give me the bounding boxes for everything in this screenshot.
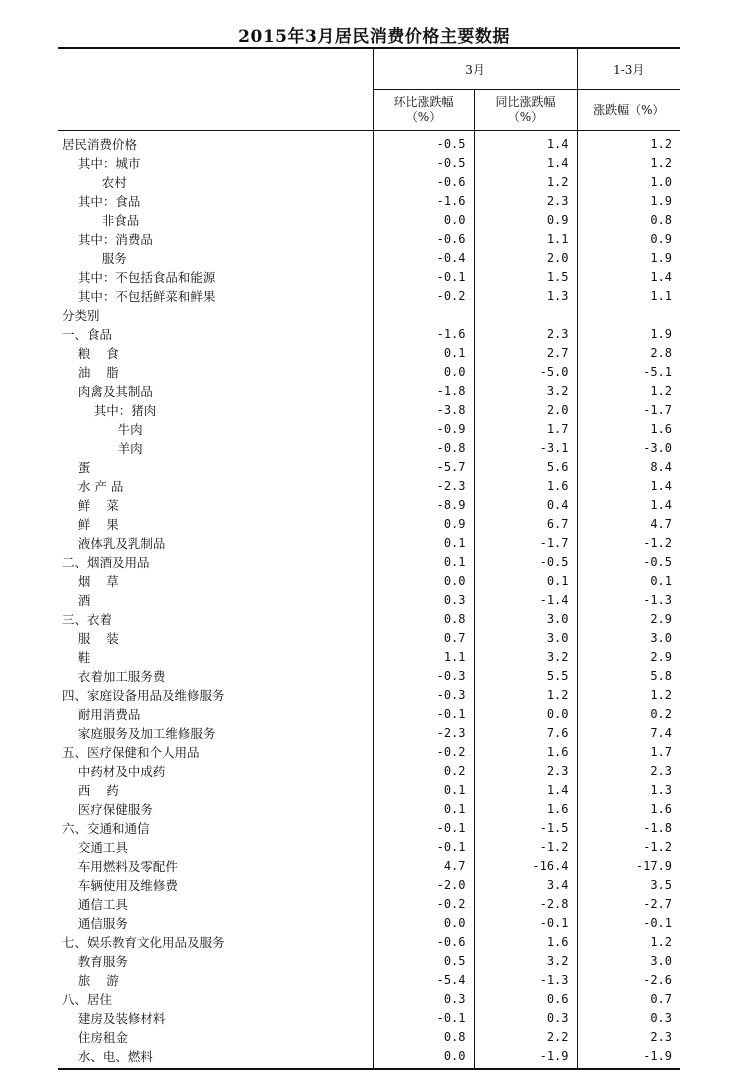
cell-yoy: 1.4	[474, 154, 577, 173]
cell-yoy: 0.4	[474, 496, 577, 515]
cell-yoy: 2.3	[474, 325, 577, 344]
cell-mom: -0.2	[373, 287, 474, 306]
row-label: 油 脂	[58, 363, 373, 382]
cell-ytd: 0.2	[650, 707, 673, 721]
row-label: 一、食品	[58, 325, 373, 344]
cell-mom: -2.3	[373, 477, 474, 496]
row-label: 通信服务	[58, 914, 373, 933]
column-header-yoy	[474, 90, 577, 131]
cell-yoy: 6.7	[474, 515, 577, 534]
table-row	[58, 667, 680, 686]
cell-ytd: 1.1	[650, 289, 673, 303]
cell-ytd: 7.4	[650, 726, 673, 740]
cell-yoy: 7.6	[474, 724, 577, 743]
cell-mom: -0.9	[373, 420, 474, 439]
cell-mom: 0.0	[373, 572, 474, 591]
cell-mom: -1.6	[373, 325, 474, 344]
row-label: 其中：不包括食品和能源	[58, 268, 373, 287]
header-row-groups	[58, 48, 680, 90]
cell-mom: -1.6	[373, 192, 474, 211]
row-label: 通信工具	[58, 895, 373, 914]
table-row	[58, 971, 680, 990]
cell-mom: 0.2	[373, 762, 474, 781]
cell-yoy: -0.5	[474, 553, 577, 572]
cell-yoy: 2.0	[474, 401, 577, 420]
table-row	[58, 401, 680, 420]
cpi-table	[58, 47, 680, 1070]
cell-mom: -5.7	[373, 458, 474, 477]
cell-ytd: 2.9	[650, 612, 673, 626]
table-row	[58, 819, 680, 838]
cell-yoy: 2.2	[474, 1028, 577, 1047]
cell-ytd: -1.8	[643, 821, 673, 835]
label-column-header	[58, 48, 373, 131]
row-label: 八、居住	[58, 990, 373, 1009]
row-label: 水 产 品	[58, 477, 373, 496]
cell-mom: -0.1	[373, 268, 474, 287]
cell-ytd: 0.9	[650, 232, 673, 246]
cell-ytd: 1.2	[650, 137, 673, 151]
cell-mom: 0.0	[373, 211, 474, 230]
column-header-mom-unit: （%）	[405, 110, 442, 124]
cell-yoy: 3.2	[474, 382, 577, 401]
row-label: 医疗保健服务	[58, 800, 373, 819]
table-row	[58, 895, 680, 914]
cell-mom: -3.8	[373, 401, 474, 420]
cell-ytd: 1.4	[650, 479, 673, 493]
cell-yoy: 1.5	[474, 268, 577, 287]
table-row	[58, 211, 680, 230]
cell-ytd: 1.3	[650, 783, 673, 797]
row-label: 衣着加工服务费	[58, 667, 373, 686]
table-row	[58, 154, 680, 173]
cell-yoy: 0.1	[474, 572, 577, 591]
table-row	[58, 914, 680, 933]
table-row	[58, 173, 680, 192]
table-row	[58, 477, 680, 496]
row-label: 牛肉	[58, 420, 373, 439]
cell-mom: 0.9	[373, 515, 474, 534]
row-label: 水、电、燃料	[58, 1047, 373, 1069]
table-row	[58, 610, 680, 629]
cell-yoy: 3.4	[474, 876, 577, 895]
cell-ytd: 0.8	[650, 213, 673, 227]
cell-ytd: 1.0	[650, 175, 673, 189]
cell-mom: -0.1	[373, 819, 474, 838]
cell-mom: -0.2	[373, 895, 474, 914]
row-label: 五、医疗保健和个人用品	[58, 743, 373, 762]
table-row	[58, 1047, 680, 1069]
table-row	[58, 306, 680, 325]
row-label: 居民消费价格	[58, 131, 373, 155]
row-label: 非食品	[58, 211, 373, 230]
cell-ytd: 2.9	[650, 650, 673, 664]
cell-ytd: 3.5	[650, 878, 673, 892]
row-label: 旅 游	[58, 971, 373, 990]
row-label: 农村	[58, 173, 373, 192]
cell-mom: 0.8	[373, 1028, 474, 1047]
cell-yoy: 1.7	[474, 420, 577, 439]
table-row	[58, 496, 680, 515]
row-label: 烟 草	[58, 572, 373, 591]
group-header-ytd: 1-3月	[577, 48, 680, 90]
cell-mom: 4.7	[373, 857, 474, 876]
table-row	[58, 382, 680, 401]
table-row	[58, 230, 680, 249]
row-label: 建房及装修材料	[58, 1009, 373, 1028]
cell-ytd: -5.1	[643, 365, 673, 379]
cell-mom: 0.3	[373, 591, 474, 610]
row-label: 七、娱乐教育文化用品及服务	[58, 933, 373, 952]
cell-yoy: 5.6	[474, 458, 577, 477]
cell-mom: 0.1	[373, 534, 474, 553]
cell-yoy: 3.2	[474, 648, 577, 667]
cell-yoy: 3.0	[474, 610, 577, 629]
table-row	[58, 743, 680, 762]
table-row	[58, 192, 680, 211]
cell-ytd: 1.9	[650, 194, 673, 208]
table-row	[58, 325, 680, 344]
row-label: 粮 食	[58, 344, 373, 363]
column-header-ytd: 涨跌幅（%）	[577, 90, 680, 131]
row-label: 其中：不包括鲜菜和鲜果	[58, 287, 373, 306]
cell-ytd: 1.2	[650, 688, 673, 702]
table-row	[58, 1028, 680, 1047]
cell-mom: -0.5	[373, 131, 474, 155]
table-row	[58, 249, 680, 268]
cell-yoy: 1.1	[474, 230, 577, 249]
cell-yoy: 1.4	[474, 781, 577, 800]
row-label: 三、衣着	[58, 610, 373, 629]
row-label: 鲜 菜	[58, 496, 373, 515]
cell-ytd: 0.1	[650, 574, 673, 588]
table-row	[58, 1009, 680, 1028]
cell-mom: -0.1	[373, 1009, 474, 1028]
table-row	[58, 591, 680, 610]
cell-mom: 0.7	[373, 629, 474, 648]
table-row	[58, 439, 680, 458]
row-label: 西 药	[58, 781, 373, 800]
cell-yoy: -1.7	[474, 534, 577, 553]
cell-mom: 0.1	[373, 781, 474, 800]
table-row	[58, 990, 680, 1009]
cell-yoy: 5.5	[474, 667, 577, 686]
row-label: 耐用消费品	[58, 705, 373, 724]
row-label: 车辆使用及维修费	[58, 876, 373, 895]
row-label: 二、烟酒及用品	[58, 553, 373, 572]
row-label: 教育服务	[58, 952, 373, 971]
row-label: 家庭服务及加工维修服务	[58, 724, 373, 743]
cell-ytd: 0.3	[650, 1011, 673, 1025]
cell-mom: -2.0	[373, 876, 474, 895]
row-label: 车用燃料及零配件	[58, 857, 373, 876]
column-header-yoy-label: 同比涨跌幅	[495, 95, 556, 109]
cell-ytd: 4.7	[650, 517, 673, 531]
cell-ytd: 2.8	[650, 346, 673, 360]
cell-mom: -2.3	[373, 724, 474, 743]
cell-yoy: 1.6	[474, 933, 577, 952]
cell-mom: 0.8	[373, 610, 474, 629]
cell-mom	[373, 306, 474, 325]
cell-mom: 0.0	[373, 1047, 474, 1069]
cell-yoy: -2.8	[474, 895, 577, 914]
group-header-march: 3月	[373, 48, 577, 90]
row-label: 肉禽及其制品	[58, 382, 373, 401]
cell-mom: 0.0	[373, 914, 474, 933]
row-label: 其中：城市	[58, 154, 373, 173]
table-row	[58, 876, 680, 895]
table-row	[58, 648, 680, 667]
cell-yoy: -1.9	[474, 1047, 577, 1069]
cell-mom: -0.1	[373, 838, 474, 857]
cell-mom: -0.6	[373, 230, 474, 249]
cell-ytd: 1.4	[650, 498, 673, 512]
table-row	[58, 131, 680, 155]
cell-mom: -5.4	[373, 971, 474, 990]
table-row	[58, 838, 680, 857]
table-row	[58, 800, 680, 819]
cell-mom: -0.3	[373, 667, 474, 686]
cell-ytd: 1.9	[650, 327, 673, 341]
cell-yoy: 3.2	[474, 952, 577, 971]
row-label: 中药材及中成药	[58, 762, 373, 781]
cell-yoy: 2.3	[474, 762, 577, 781]
cell-mom: 1.1	[373, 648, 474, 667]
cell-ytd: 0.7	[650, 992, 673, 1006]
cell-mom: -0.1	[373, 705, 474, 724]
cell-ytd	[577, 306, 680, 325]
cell-ytd: -1.2	[643, 840, 673, 854]
cell-yoy: 1.2	[474, 173, 577, 192]
row-label: 蛋	[58, 458, 373, 477]
cell-ytd: -2.6	[643, 973, 673, 987]
cell-ytd: 1.9	[650, 251, 673, 265]
row-label: 酒	[58, 591, 373, 610]
cell-ytd: 1.2	[650, 384, 673, 398]
table-row	[58, 287, 680, 306]
table-row	[58, 268, 680, 287]
table-body	[58, 131, 680, 1070]
cell-yoy: 0.3	[474, 1009, 577, 1028]
cell-yoy: 2.7	[474, 344, 577, 363]
table-row	[58, 952, 680, 971]
cell-ytd: -1.9	[643, 1049, 673, 1063]
cell-mom: -0.4	[373, 249, 474, 268]
cell-ytd: 1.4	[650, 270, 673, 284]
cell-mom: 0.1	[373, 800, 474, 819]
table-row	[58, 857, 680, 876]
cell-yoy: 1.2	[474, 686, 577, 705]
cell-ytd: 1.6	[650, 802, 673, 816]
cell-ytd: 1.7	[650, 745, 673, 759]
cell-mom: 0.3	[373, 990, 474, 1009]
cell-yoy: -3.1	[474, 439, 577, 458]
cell-yoy: -1.2	[474, 838, 577, 857]
row-label: 其中：猪肉	[58, 401, 373, 420]
cell-ytd: 3.0	[650, 631, 673, 645]
cell-mom: -0.3	[373, 686, 474, 705]
cell-ytd: 2.3	[650, 764, 673, 778]
cell-ytd: -0.5	[643, 555, 673, 569]
row-label: 服 装	[58, 629, 373, 648]
row-label: 羊肉	[58, 439, 373, 458]
cell-ytd: -3.0	[643, 441, 673, 455]
row-label: 六、交通和通信	[58, 819, 373, 838]
cell-ytd: -17.9	[635, 859, 673, 873]
cell-yoy: -5.0	[474, 363, 577, 382]
cell-yoy: 2.3	[474, 192, 577, 211]
row-label: 鞋	[58, 648, 373, 667]
cell-mom: 0.1	[373, 344, 474, 363]
table-row	[58, 344, 680, 363]
table-row	[58, 420, 680, 439]
cell-ytd: 5.8	[650, 669, 673, 683]
cell-mom: -0.6	[373, 173, 474, 192]
cell-mom: -0.2	[373, 743, 474, 762]
cell-yoy: 1.6	[474, 800, 577, 819]
cell-ytd: -1.2	[643, 536, 673, 550]
cell-ytd: 2.3	[650, 1030, 673, 1044]
table-row	[58, 629, 680, 648]
row-label: 其中：食品	[58, 192, 373, 211]
row-label: 鲜 果	[58, 515, 373, 534]
cell-mom: -1.8	[373, 382, 474, 401]
cell-ytd: -0.1	[643, 916, 673, 930]
table-row	[58, 781, 680, 800]
column-header-mom-label: 环比涨跌幅	[393, 95, 454, 109]
row-label: 住房租金	[58, 1028, 373, 1047]
cell-yoy: 0.6	[474, 990, 577, 1009]
cell-yoy: 3.0	[474, 629, 577, 648]
cell-mom: 0.1	[373, 553, 474, 572]
table-row	[58, 553, 680, 572]
table-row	[58, 458, 680, 477]
page-title: 2015年3月居民消费价格主要数据	[238, 27, 510, 47]
table-row	[58, 572, 680, 591]
cell-ytd: 3.0	[650, 954, 673, 968]
cell-ytd: -1.3	[643, 593, 673, 607]
row-label: 交通工具	[58, 838, 373, 857]
table-row	[58, 534, 680, 553]
row-label: 四、家庭设备用品及维修服务	[58, 686, 373, 705]
table-row	[58, 515, 680, 534]
cell-yoy: -1.5	[474, 819, 577, 838]
cell-yoy: 1.3	[474, 287, 577, 306]
cell-ytd: 8.4	[650, 460, 673, 474]
cell-yoy: 1.6	[474, 477, 577, 496]
row-label: 液体乳及乳制品	[58, 534, 373, 553]
cell-mom: -0.8	[373, 439, 474, 458]
cell-yoy: 2.0	[474, 249, 577, 268]
row-label: 分类别	[58, 306, 373, 325]
table-row	[58, 724, 680, 743]
column-header-mom	[373, 90, 474, 131]
cell-yoy: -1.4	[474, 591, 577, 610]
cell-yoy: -16.4	[474, 857, 577, 876]
cell-yoy: -0.1	[474, 914, 577, 933]
cell-yoy	[474, 306, 577, 325]
table-row	[58, 363, 680, 382]
column-header-yoy-unit: （%）	[507, 110, 544, 124]
cell-yoy: 1.6	[474, 743, 577, 762]
cell-ytd: 1.6	[650, 422, 673, 436]
row-label: 其中：消费品	[58, 230, 373, 249]
cell-mom: -0.6	[373, 933, 474, 952]
table-row	[58, 686, 680, 705]
cell-mom: 0.5	[373, 952, 474, 971]
cell-yoy: -1.3	[474, 971, 577, 990]
table-row	[58, 705, 680, 724]
cell-yoy: 1.4	[474, 131, 577, 155]
cell-mom: -0.5	[373, 154, 474, 173]
cell-ytd: 1.2	[650, 935, 673, 949]
cell-yoy: 0.9	[474, 211, 577, 230]
cell-mom: -8.9	[373, 496, 474, 515]
table-row	[58, 933, 680, 952]
table-row	[58, 762, 680, 781]
row-label: 服务	[58, 249, 373, 268]
cell-mom: 0.0	[373, 363, 474, 382]
cell-ytd: -2.7	[643, 897, 673, 911]
cell-ytd: 1.2	[650, 156, 673, 170]
cell-ytd: -1.7	[643, 403, 673, 417]
cell-yoy: 0.0	[474, 705, 577, 724]
